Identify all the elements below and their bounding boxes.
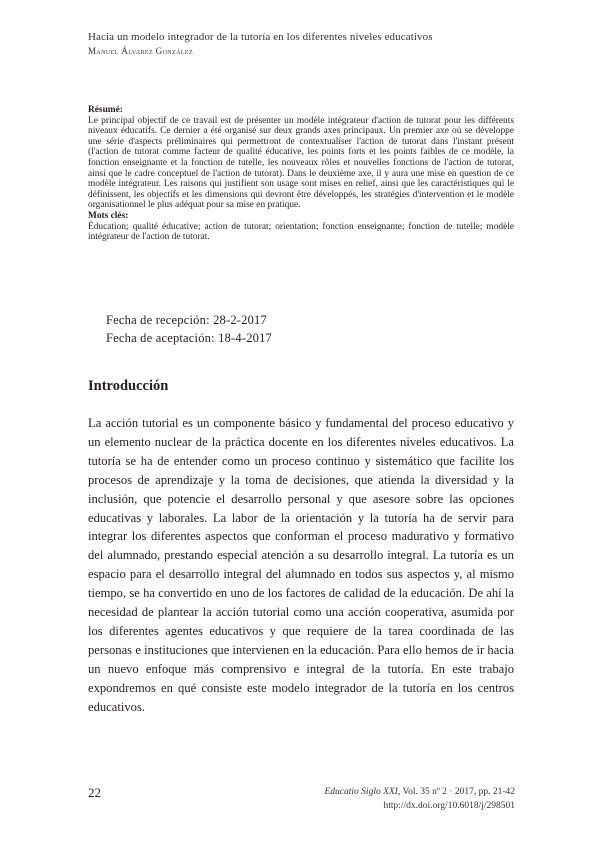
- abstract-heading: Résumé:: [88, 105, 123, 115]
- body-paragraph: La acción tutorial es un componente básico y fundamental del proceso educativo y un elemento nuclear de la práctica docente en los diferentes niveles educativos. La tutoría se ha de entender como un proceso continuo y sistemático que facilite los procesos de aprendizaje y la toma de decisiones, que atienda la diversidad y la inclusión, que potencie el desarrollo personal y que asesore sobre las opciones educativas y laborales. La labor de la orientación y la tutoría ha de servir para integrar los diferentes aspectos que conforman el proceso madurativo y formativo del alumnado, prestando especial atención a su desarrollo integral. La tutoría es un espacio para el desarrollo integral del alumnado en todos sus aspectos y, al mismo tiempo, se ha convertido en uno de los factores de calidad de la educación. De ahí la necesidad de plantear la acción tutorial como una acción cooperativa, asumida por los diferentes agentes educativos y que requiere de la tarea coordinada de las personas e instituciones que intervienen en la educación. Para ello hemos de ir hacia un nuevo enfoque más comprensivo e integral de la tutoría. En este trabajo expondremos en qué consiste este modelo integrador de la tutoría en los centros educativos.: [88, 416, 514, 714]
- running-author: Manuel Álvarez González: [88, 46, 194, 56]
- journal-name: Educatio Siglo XXI: [324, 787, 398, 797]
- abstract-text: Le principal objectif de ce travail est de présenter un modèle intégrateur d'action de tutorat pour les différents niveaux éducatifs. Ce dernier a été organisé sur deux grands axes principaux. Un premier axe où se développe une série d'aspects préliminaires qui permettront de contextualiser l'action de tutorat dans l'instant présent (l'action de tutorat comme facteur de qualité éducative, les points forts et les points faibles de ce modèle, la fonction enseignante et la fonction de tutelle, les nouveaux rôles et nouvelles fonctions de l'action de tutorat, ainsi que le cadre conceptuel de l'action de tutorat). Dans le deuxième axe, il y aura une mise en question de ce modèle intégrateur. Les raisons qui justifient son usage sont mises en relief, ainsi que les caractéristiques qui le définissent, les objectifs et les dimensions qui devront être développés, les stratégies d'intervention et le modèle organisationnel le plus adéquat pour sa mise en pratique.: [88, 115, 514, 211]
- section-heading: Introducción: [88, 378, 169, 394]
- abstract-block: [88, 105, 514, 243]
- doi-link[interactable]: http://dx.doi.org/10.6018/j/298501: [383, 801, 515, 811]
- accepted-date: Fecha de aceptación: 18-4-2017: [106, 331, 273, 345]
- received-date: Fecha de recepción: 28-2-2017: [106, 313, 267, 327]
- keywords-heading: Mots clés:: [88, 210, 129, 221]
- page-number: 22: [88, 785, 101, 800]
- citation-details: , Vol. 35 nº 2 · 2017, pp. 21-42: [397, 787, 515, 797]
- dates-block: [106, 311, 272, 347]
- running-title: Hacia un modelo integrador de la tutoría en los diferentes niveles educativos: [88, 31, 433, 43]
- keywords-text: Éducation; qualité éducative; action de tutorat; orientation; fonction enseignante; fonction de tutelle; modèle intégrateur de l'action de tutorat.: [88, 221, 514, 243]
- journal-citation: [325, 787, 516, 797]
